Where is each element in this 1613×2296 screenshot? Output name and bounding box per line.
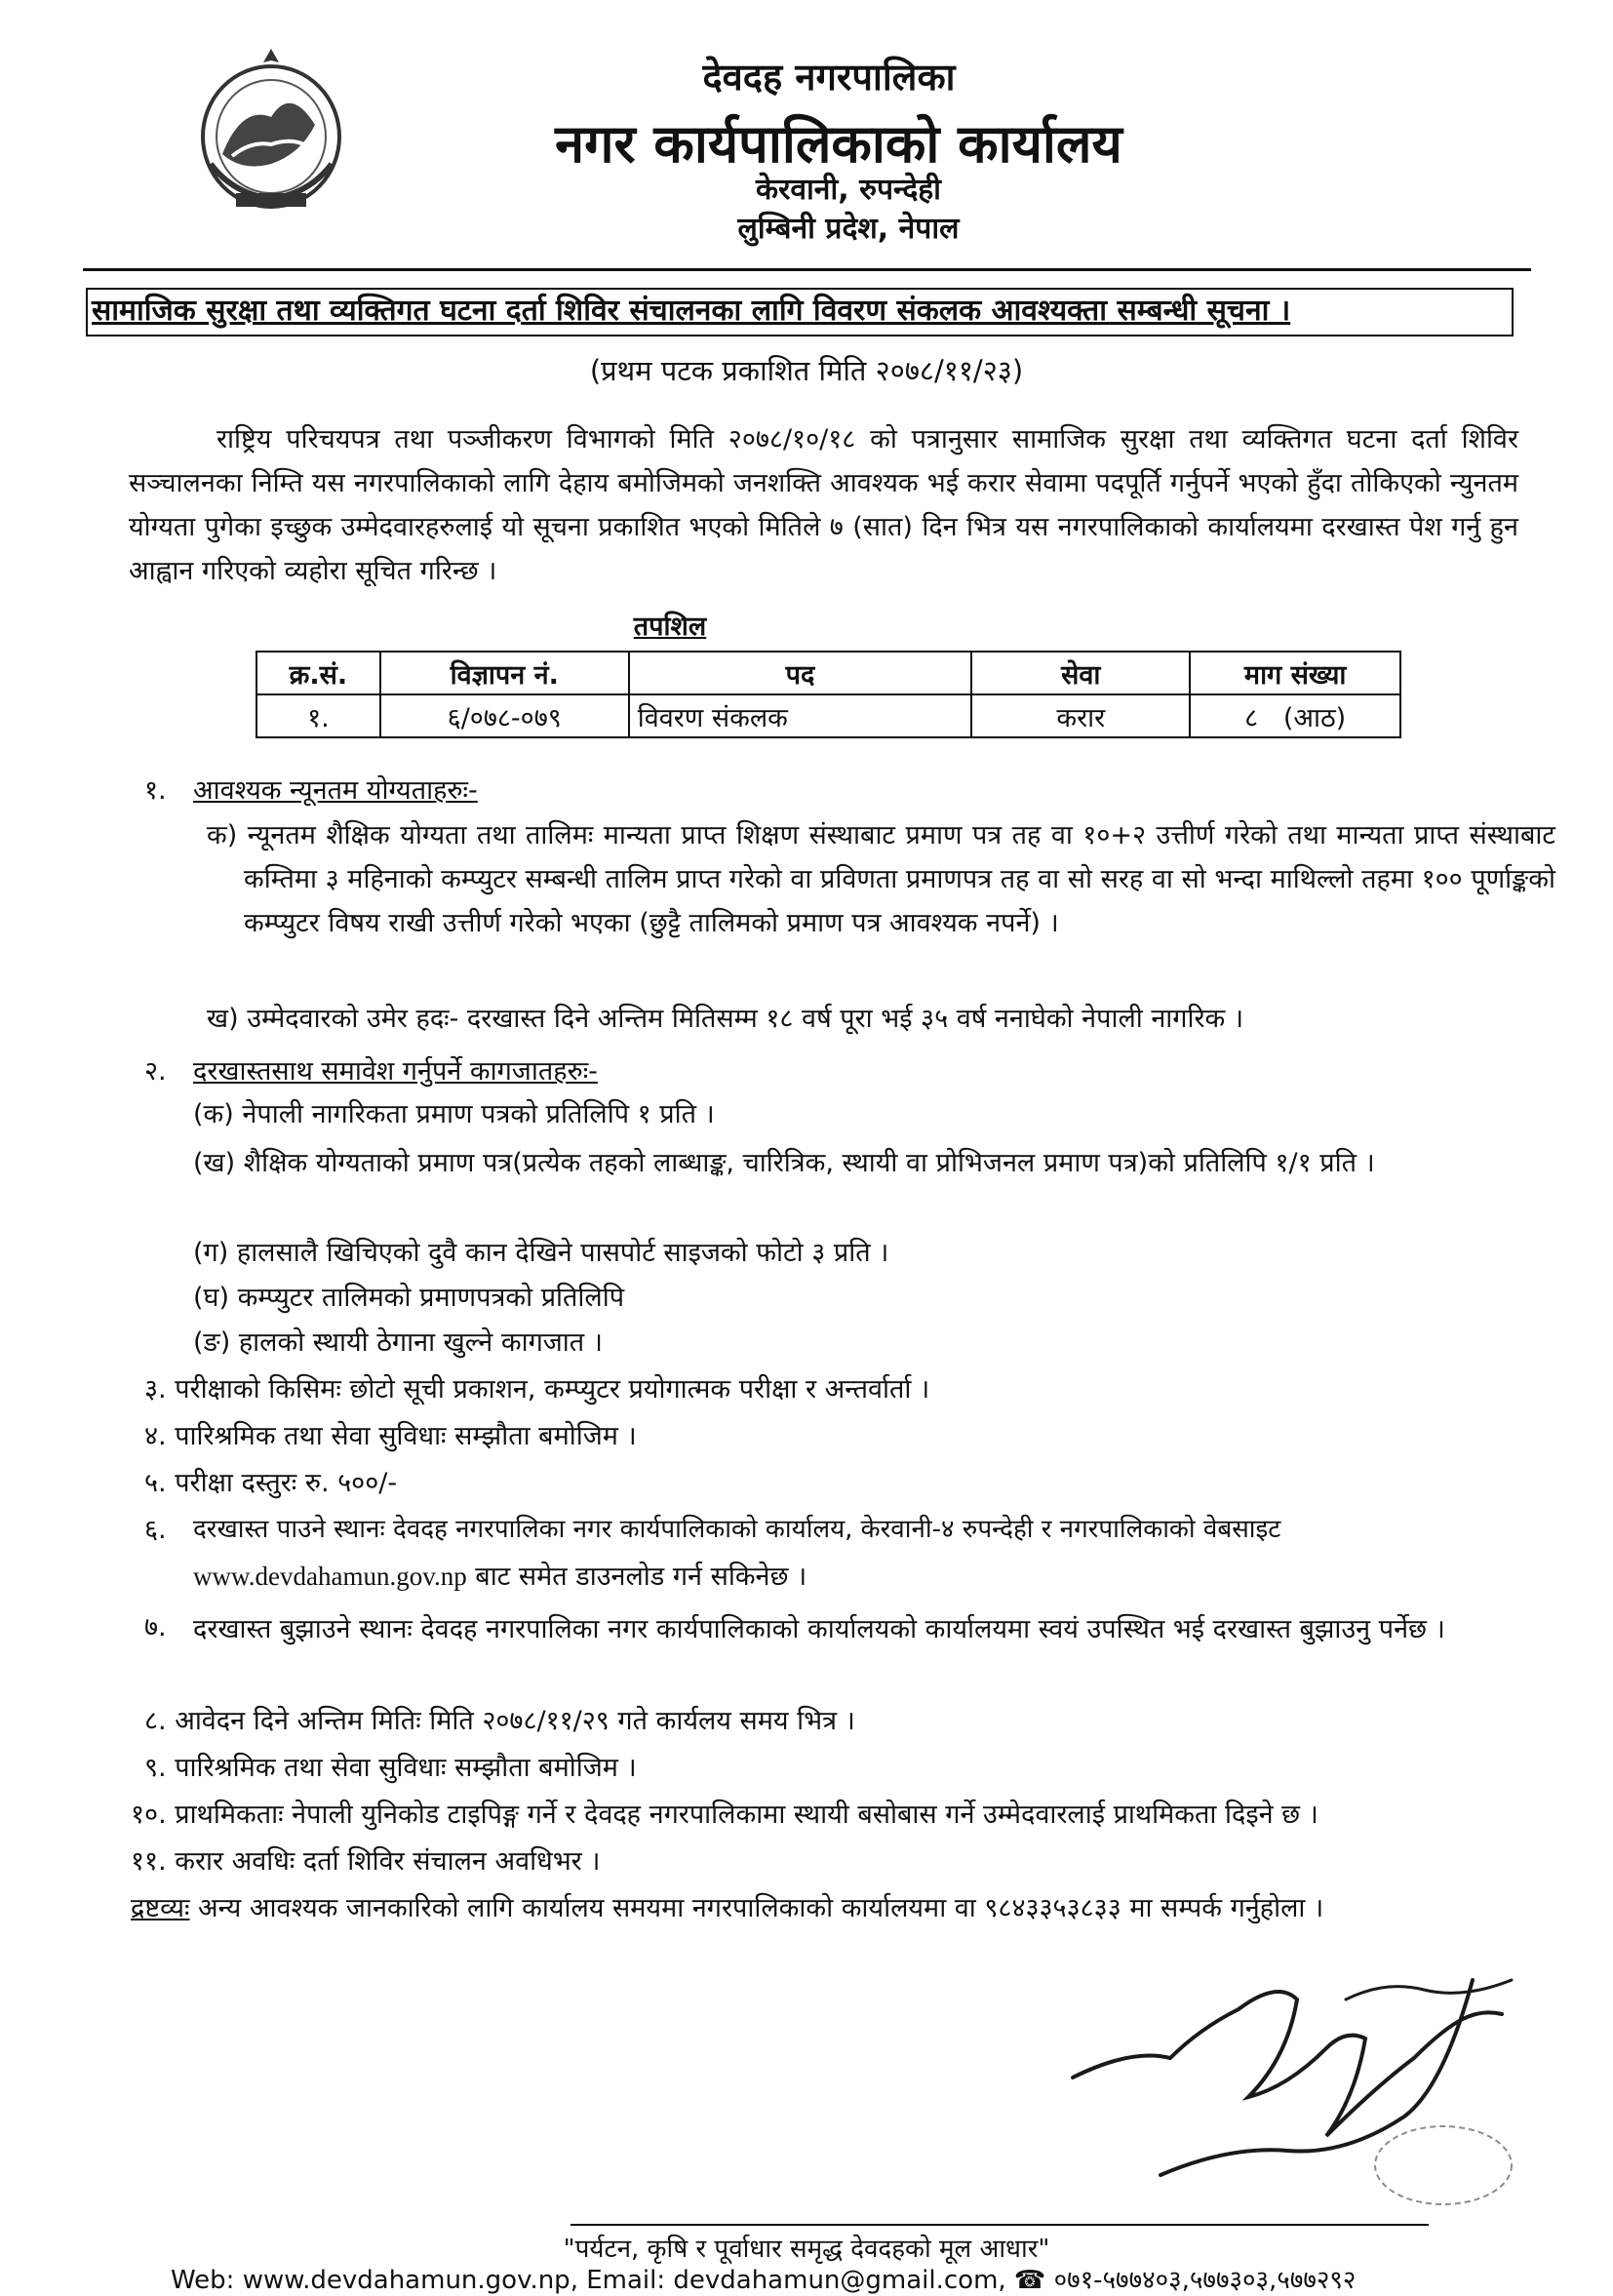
footer-slogan: "पर्यटन, कृषि र पूर्वाधार समृद्ध देवदहको मूल आधार" (563, 2235, 1050, 2264)
section-6-text: दरखास्त पाउने स्थानः देवदह नगरपालिका नगर कार्यपालिकाको कार्यालय, केरवानी-४ रुपन्देही र नगरपालिकाको वेबसाइट (193, 1515, 1281, 1544)
header-service: सेवा (971, 652, 1190, 694)
header-ad-number: विज्ञापन नं. (380, 652, 629, 694)
section-2-number: २. (144, 1056, 167, 1087)
cell-service: करार (971, 694, 1190, 737)
section-1-title: आवश्यक न्यूनतम योग्यताहरुः- (193, 775, 478, 806)
header-demand: माग संख्या (1190, 652, 1400, 694)
cell-post: विवरण संकलक (629, 694, 972, 737)
cell-demand: ८ (आठ) (1190, 694, 1400, 737)
section-11: ११. करार अवधिः दर्ता शिविर संचालन अवधिभर । (131, 1846, 601, 1877)
table-title: तपशिल (633, 612, 707, 642)
table-header-row (256, 652, 1400, 694)
footer-contact: Web: www.devdahamun.gov.np, Email: devdahamun@gmail.com, ☎ ०७१-५७७४०३,५७७३०३,५७७२९२ (171, 2266, 1357, 2295)
section-8: ८. आवेदन दिने अन्तिम मितिः मिति २०७८/११/२९ गते कार्यलय समय भित्र । (144, 1706, 855, 1736)
section-6-number: ६. (144, 1515, 167, 1545)
header-divider (83, 268, 1531, 271)
intro-paragraph: राष्ट्रिय परिचयपत्र तथा पञ्जीकरण विभागको मिति २०७८/१०/१८ को पत्रानुसार सामाजिक सुरक्षा तथा व्यक्तिगत घटना दर्ता शिविर सञ्चालनका निम्ति यस नगरपालिकाको लागि देहाय बमोजिमको जनशक्ति आवश्यक भई करार सेवामा पदपूर्ति गर्नुपर्ने भएको हुँदा तोकिएको न्युनतम योग्यता पुगेका इच्छुक उम्मेदवारहरुलाई यो सूचना प्रकाशित भएको मितिले ७ (सात) दिन भित्र यस नगरपालिकाको कार्यालयमा दरखास्त पेश गर्नु हुन आह्वान गरिएको व्यहोरा सूचित गरिन्छ । (129, 424, 1518, 586)
section-7-text: दरखास्त बुझाउने स्थानः देवदह नगरपालिका नगर कार्यपालिकाको कार्यालयको कार्यालयमा स्वयं उपस्थित भई दरखास्त बुझाउनु पर्नेछ । (193, 1614, 1445, 1644)
section-2-nga: (ङ) हालको स्थायी ठेगाना खुल्ने कागजात । (193, 1327, 603, 1358)
section-5: ५. परीक्षा दस्तुरः रु. ५००/- (144, 1468, 398, 1498)
section-2-title: दरखास्तसाथ समावेश गर्नुपर्ने कागजातहरुः- (193, 1056, 598, 1087)
section-3: ३. परीक्षाको किसिमः छोटो सूची प्रकाशन, कम्प्युटर प्रयोगात्मक परीक्षा र अन्तर्वार्ता । (144, 1374, 930, 1405)
section-7-number: ७. (144, 1612, 167, 1643)
signature-and-stamp (1053, 1941, 1560, 2224)
section-1-number: १. (144, 775, 167, 806)
section-1-kha: ख) उम्मेदवारको उमेर हदः- दरखास्त दिने अन्तिम मितिसम्म १८ वर्ष पूरा भई ३५ वर्ष ननाघेको नेपाली नागरिक । (207, 1004, 1244, 1034)
municipality-website-link[interactable]: www.devdahamun.gov.np (193, 1562, 467, 1591)
footer-divider (570, 2224, 1429, 2226)
notice-subject-box (86, 288, 1514, 336)
cell-serial: १. (256, 694, 380, 737)
table-row (256, 694, 1400, 737)
notice-subject: सामाजिक सुरक्षा तथा व्यक्तिगत घटना दर्ता शिविर संचालनका लागि विवरण संकलक आवश्यक्ता सम्बन्धी सूचना । (92, 294, 1291, 328)
section-1-ka: क) न्यूनतम शैक्षिक योग्यता तथा तालिमः मान्यता प्राप्त शिक्षण संस्थाबाट प्रमाण पत्र तह वा १०+२ उत्तीर्ण गरेको तथा मान्यता प्राप्त संस्थाबाट कम्तिमा ३ महिनाको कम्प्युटर सम्बन्धी तालिम प्राप्त गरेको वा प्रविणता प्रमाणपत्र तह वा सो सरह वा सो भन्दा माथिल्लो तहमा १०० पूर्णाङ्कको कम्प्युटर विषय राखी उत्तीर्ण गरेको भएका (छुट्टै तालिमको प्रमाण पत्र आवश्यक नपर्ने) । (207, 820, 1555, 938)
section-10: १०. प्राथमिकताः नेपाली युनिकोड टाइपिङ्ग गर्ने र देवदह नगरपालिकामा स्थायी बसोबास गर्ने उम्मेदवारलाई प्राथमिकता दिइने छ । (131, 1800, 1318, 1830)
section-6-tail: बाट समेत डाउनलोड गर्न सकिनेछ । (475, 1562, 807, 1592)
section-2-gha: (घ) कम्प्युटर तालिमको प्रमाणपत्रको प्रतिलिपि (193, 1283, 625, 1313)
vacancy-table (256, 651, 1401, 738)
section-2-kha: (ख) शैक्षिक योग्यताको प्रमाण पत्र(प्रत्येक तहको लाब्धाङ्क, चारित्रिक, स्थायी वा प्रोभिजनल प्रमाण पत्र)को प्रतिलिपि १/१ प्रति । (193, 1148, 1375, 1178)
note-text: अन्य आवश्यक जानकारिको लागि कार्यालय समयमा नगरपालिकाको कार्यालयमा वा ९८४३३५३८३३ मा सम्पर्क गर्नुहोला । (189, 1893, 1324, 1923)
cell-ad-number: ६/०७८-०७९ (380, 694, 629, 737)
note-label: द्रष्टव्यः (131, 1893, 190, 1923)
header-post: पद (629, 652, 972, 694)
section-2-ga: (ग) हालसालै खिचिएको दुवै कान देखिने पासपोर्ट साइजको फोटो ३ प्रति । (193, 1238, 889, 1268)
section-4: ४. पारिश्रमिक तथा सेवा सुविधाः सम्झौता बमोजिम । (144, 1421, 637, 1451)
nepal-emblem-logo (193, 47, 349, 218)
section-2-ka: (क) नेपाली नागरिकता प्रमाण पत्रको प्रतिलिपि १ प्रति । (193, 1099, 715, 1129)
header-serial: क्र.सं. (256, 652, 380, 694)
municipality-name: देवदह नगरपालिका (702, 56, 956, 99)
office-province: लुम्बिनी प्रदेश, नेपाल (737, 212, 960, 246)
publish-date-note: (प्रथम पटक प्रकाशित मिति २०७८/११/२३) (589, 354, 1024, 387)
office-name: नगर कार्यपालिकाको कार्यालय (555, 113, 1122, 175)
section-9: ९. पारिश्रमिक तथा सेवा सुविधाः सम्झौता बमोजिम । (144, 1753, 637, 1783)
office-address: केरवानी, रुपन्देही (756, 173, 941, 207)
